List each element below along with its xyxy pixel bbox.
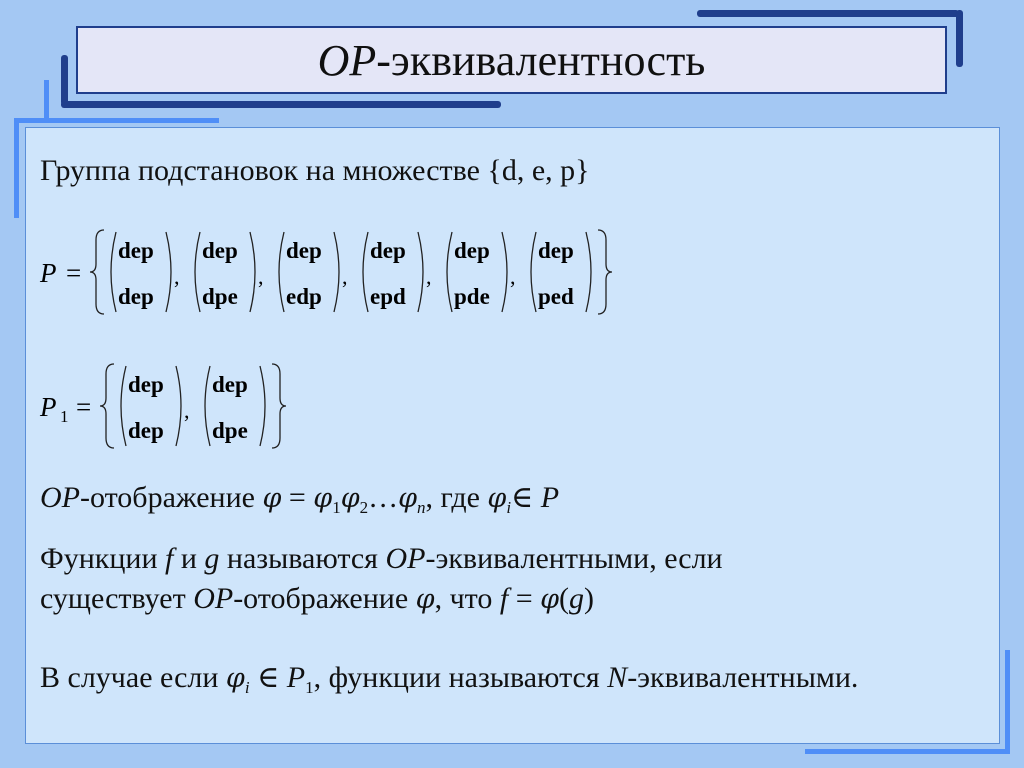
- set-p-col-0-lparen: [111, 232, 116, 312]
- set-p1-right-brace: [272, 364, 286, 448]
- set-p1-col-0-bottom: dep: [128, 418, 164, 443]
- definition-line-1: Функции f и g называются OP-эквивалентными, если: [40, 542, 723, 575]
- set-p-col-3-lparen: [363, 232, 368, 312]
- set-p-col-5-lparen: [531, 232, 536, 312]
- decor-light-left-horizontal: [14, 118, 219, 123]
- set-p-comma-2: ,: [342, 264, 348, 289]
- set-p-comma-4: ,: [510, 264, 516, 289]
- set-p-col-3-top: dep: [370, 238, 406, 263]
- set-p-col-5-bottom: ped: [538, 284, 574, 309]
- set-p-comma-1: ,: [258, 264, 264, 289]
- set-p1-col-1-lparen: [205, 366, 210, 446]
- decor-light-right-bottom: [1005, 650, 1010, 754]
- set-p1-left-brace: [100, 364, 114, 448]
- op-mapping-line: OP-отображение $\varphi = \varphi_1\varphi_2\dots\varphi_n$, где $\varphi_i\in$ P: [40, 481, 560, 517]
- content-panel: [25, 127, 1000, 744]
- set-p-col-0-top: dep: [118, 238, 154, 263]
- set-p-col-5-rparen: [586, 232, 591, 312]
- set-p1-col-1-rparen: [260, 366, 265, 446]
- set-p1: [38, 360, 298, 457]
- set-p1-subscript: 1: [60, 407, 69, 426]
- set-p-col-1-lparen: [195, 232, 200, 312]
- set-p-col-1-rparen: [250, 232, 255, 312]
- set-p-left-brace: [90, 230, 104, 314]
- definition-line-2: существует OP-отображение φ, что f = φ(g): [40, 582, 595, 615]
- set-p-col-2-bottom: edp: [286, 284, 322, 309]
- set-p-col-3-bottom: epd: [370, 284, 406, 309]
- set-p-name: P: [40, 258, 57, 288]
- set-p1-col-0-lparen: [121, 366, 126, 446]
- slide-title: OP-эквивалентность: [317, 35, 706, 85]
- set-p-col-4-rparen: [502, 232, 507, 312]
- set-p-right-brace: [598, 230, 612, 314]
- set-p-comma-0: ,: [174, 264, 180, 289]
- case-line: В случае если $\varphi_i$ ∈ $P_1$, функции называются N-эквивалентными.: [40, 661, 859, 697]
- set-p-col-5-top: dep: [538, 238, 574, 263]
- set-p-col-4-top: dep: [454, 238, 490, 263]
- set-p-col-4-bottom: pde: [454, 284, 490, 309]
- decor-bar-top-right: [697, 10, 959, 17]
- decor-light-left-vertical: [44, 80, 49, 120]
- set-p-col-0-rparen: [166, 232, 171, 312]
- set-p1-equals: =: [76, 392, 92, 422]
- set-p-col-3-rparen: [418, 232, 423, 312]
- set-p-col-2-top: dep: [286, 238, 322, 263]
- decor-bar-left-vertical: [61, 55, 68, 105]
- decor-light-left-lower: [14, 118, 19, 218]
- set-p1-col-0-rparen: [176, 366, 181, 446]
- decor-light-bottom: [805, 749, 1010, 754]
- decor-bar-right-vertical: [956, 10, 963, 67]
- set-p-col-1-top: dep: [202, 238, 238, 263]
- set-p1-col-1-top: dep: [212, 372, 248, 397]
- set-p-formula: [38, 226, 658, 318]
- set-p: [38, 226, 658, 323]
- set-p1-formula: [38, 360, 298, 452]
- set-p1-name: P: [40, 392, 57, 422]
- set-p1-col-0-top: dep: [128, 372, 164, 397]
- intro-text: Группа подстановок на множестве {d, e, p}: [40, 154, 590, 187]
- set-p-equals: =: [66, 258, 82, 288]
- set-p-col-1-bottom: dpe: [202, 284, 238, 309]
- set-p1-col-1-bottom: dpe: [212, 418, 248, 443]
- set-p-col-2-rparen: [334, 232, 339, 312]
- set-p-comma-3: ,: [426, 264, 432, 289]
- set-p1-comma-0: ,: [184, 398, 190, 423]
- set-p-col-2-lparen: [279, 232, 284, 312]
- title-box: [76, 26, 947, 94]
- set-p-col-0-bottom: dep: [118, 284, 154, 309]
- decor-bar-bottom: [61, 101, 501, 108]
- set-p-col-4-lparen: [447, 232, 452, 312]
